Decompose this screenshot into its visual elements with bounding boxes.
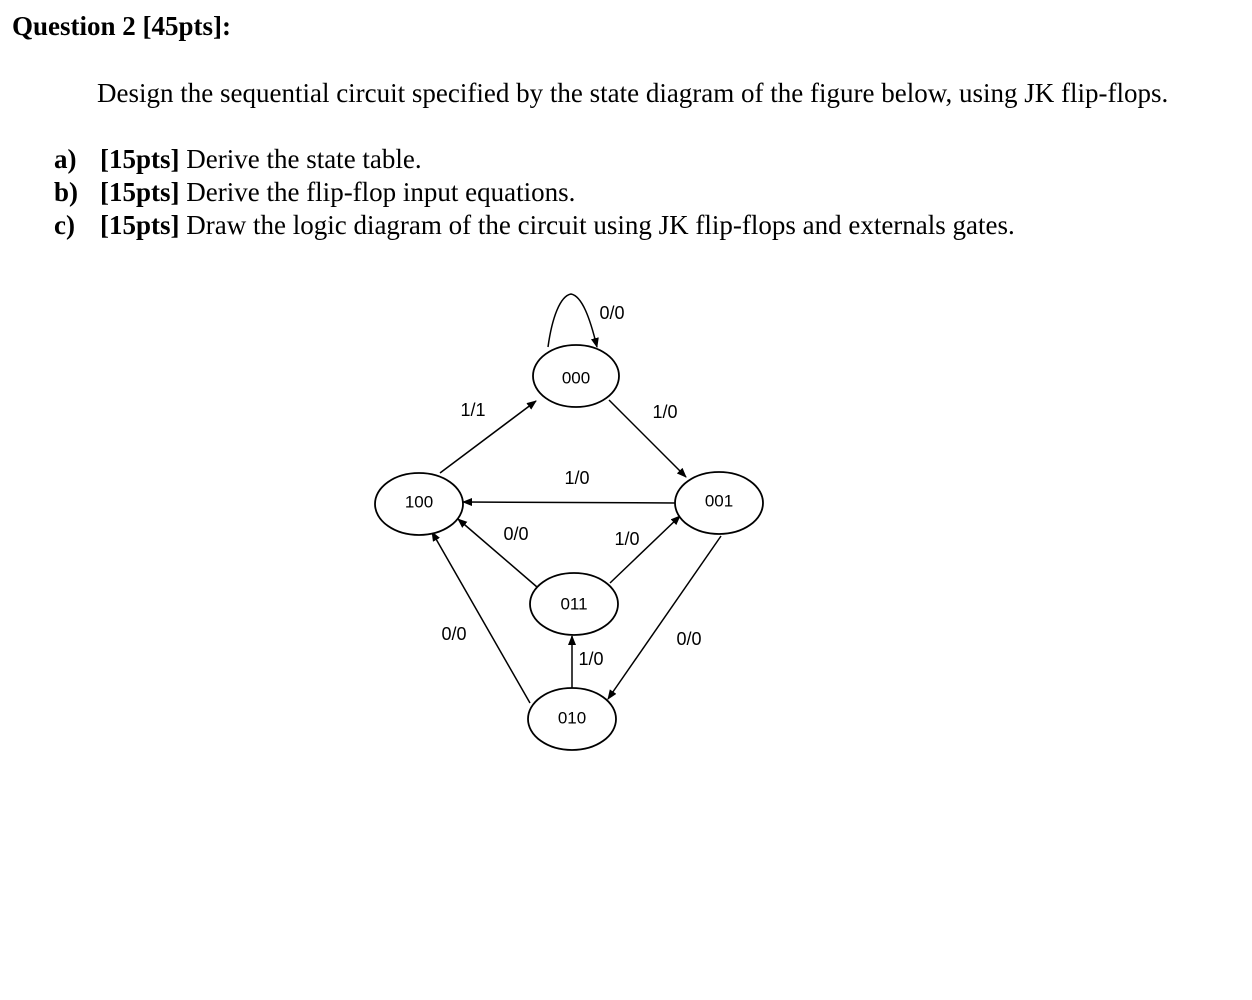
part-a-marker: a) [54,144,77,174]
transition-011-to-001 [610,516,680,583]
question-heading: Question 2 [45pts]: [12,11,232,41]
part-a-text: Derive the state table. [186,144,422,174]
transition-001-to-010 [608,536,721,699]
transition-label-100-to-000: 1/1 [460,399,486,420]
question-intro: Design the sequential circuit specified by the state diagram of the figure below, using JK flip-flops. [97,78,1169,108]
transition-self-000 [548,294,597,347]
transition-100-to-000 [440,401,536,473]
state-001 [675,472,763,534]
part-b-marker: b) [54,177,79,207]
state-000 [533,345,619,407]
part-a-points: [15pts] [100,144,180,174]
state-001-label: 001 [704,491,734,511]
part-c-marker: c) [54,210,75,240]
state-100 [375,473,463,535]
state-010 [528,688,616,750]
part-b-points: [15pts] [100,177,180,207]
transition-010-to-100 [432,532,530,703]
part-c-text: Draw the logic diagram of the circuit using JK flip-flops and externals gates. [186,210,1015,240]
transition-label-011-to-001: 1/0 [614,528,640,549]
state-011-label: 011 [560,594,588,614]
transition-label-010-to-011: 1/0 [578,648,604,669]
state-100-label: 100 [404,492,434,512]
transition-001-to-100 [463,502,676,503]
transition-label-self-000: 0/0 [599,302,625,323]
transition-label-001-to-100: 1/0 [564,467,590,488]
transition-label-001-to-010: 0/0 [676,628,702,649]
transition-label-011-to-100: 0/0 [503,523,529,544]
state-011 [530,573,618,635]
part-c-points: [15pts] [100,210,180,240]
state-000-label: 000 [561,368,591,388]
transition-label-000-to-001: 1/0 [652,401,678,422]
state-010-label: 010 [557,708,587,728]
transition-label-010-to-100: 0/0 [441,623,467,644]
part-b-text: Derive the flip-flop input equations. [186,177,576,207]
